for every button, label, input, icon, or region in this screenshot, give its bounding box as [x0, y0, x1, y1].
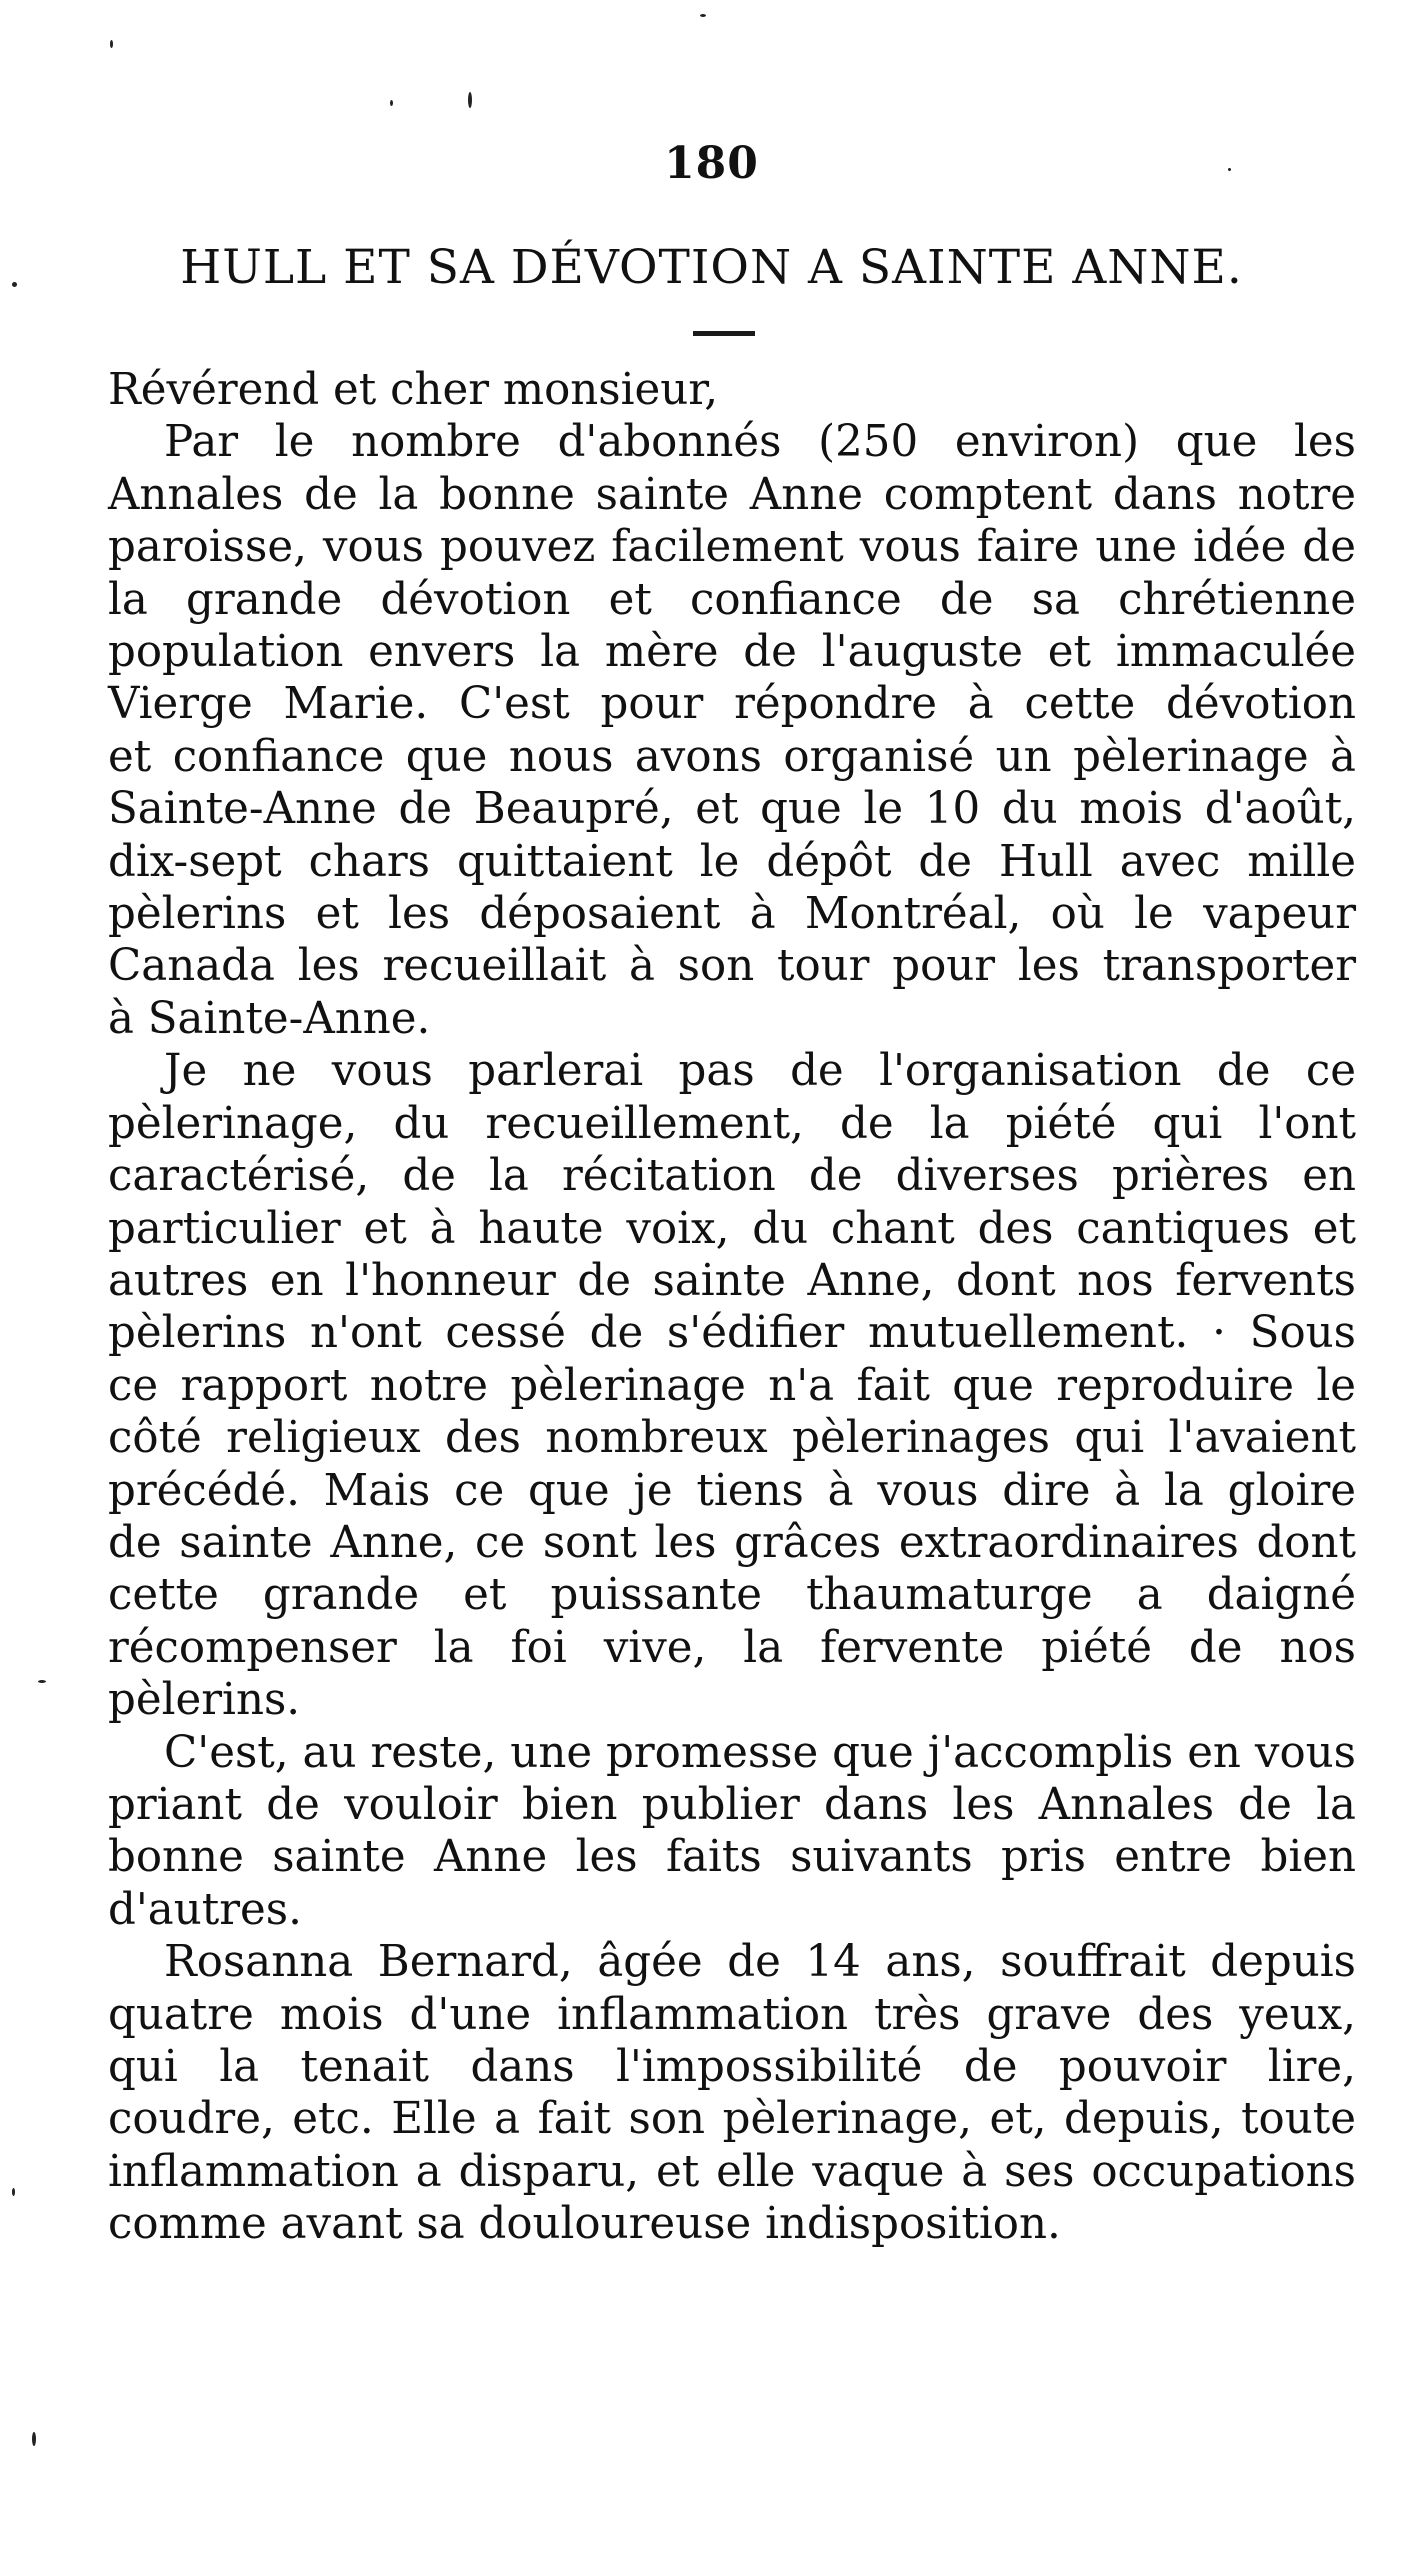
paragraph-1: [108, 416, 1356, 1045]
paragraph-3: [108, 1727, 1356, 1937]
text-line: Vierge Marie. C'est pour répondre à cette dévotion: [108, 679, 1356, 730]
scan-speck: [32, 2432, 36, 2446]
article-title: HULL ET SA DÉVOTION A SAINTE ANNE.: [180, 240, 1243, 295]
paragraph-4: [108, 1936, 1356, 2250]
text-line: caractérisé, de la récitation de diverses prières en: [108, 1151, 1356, 1202]
text-line: autres en l'honneur de sainte Anne, dont nos fervents: [108, 1255, 1356, 1306]
text-line: pèlerins et les déposaient à Montréal, où le vapeur: [108, 889, 1356, 940]
text-line: pèlerins n'ont cessé de s'édifier mutuellement. · Sous: [108, 1308, 1356, 1359]
text-line: Je ne vous parlerai pas de l'organisation de ce: [164, 1046, 1356, 1097]
text-line: C'est, au reste, une promesse que j'accomplis en vous: [164, 1727, 1356, 1778]
text-line: Sainte-Anne de Beaupré, et que le 10 du mois d'août,: [108, 784, 1356, 835]
scan-speck: [12, 2188, 15, 2196]
text-line: de sainte Anne, ce sont les grâces extraordinaires dont: [108, 1517, 1356, 1568]
scan-speck: [468, 92, 472, 108]
text-line: paroisse, vous pouvez facilement vous faire une idée de: [108, 522, 1356, 573]
text-line: qui la tenait dans l'impossibilité de pouvoir lire,: [108, 2042, 1356, 2092]
text-line: population envers la mère de l'auguste et immaculée: [108, 627, 1356, 678]
text-line: cette grande et puissante thaumaturge a daigné: [108, 1570, 1356, 1621]
text-line: et confiance que nous avons organisé un pèlerinage à: [108, 731, 1356, 782]
text-line: précédé. Mais ce que je tiens à vous dire à la gloire: [108, 1465, 1356, 1516]
title-divider: [693, 331, 755, 336]
text-line: Canada les recueillait à son tour pour les transporter: [108, 941, 1356, 992]
text-line: à Sainte-Anne.: [108, 993, 431, 1044]
text-line: la grande dévotion et confiance de sa chrétienne: [108, 574, 1356, 625]
text-line: ce rapport notre pèlerinage n'a fait que reproduire le: [108, 1360, 1356, 1411]
text-line: pèlerins.: [108, 1675, 301, 1726]
text-line: Rosanna Bernard, âgée de 14 ans, souffrait depuis: [164, 1937, 1356, 1988]
scan-speck: [38, 1680, 46, 1683]
scan-speck: [700, 14, 706, 17]
text-line: Annales de la bonne sainte Anne comptent dans notre: [108, 469, 1356, 520]
letter-body: [108, 364, 1356, 2251]
text-line: priant de vouloir bien publier dans les Annales de la: [108, 1779, 1356, 1830]
page-number: 180: [664, 138, 759, 189]
text-line: inflammation a disparu, et elle vaque à ses occupations: [108, 2146, 1356, 2197]
text-line: côté religieux des nombreux pèlerinages qui l'avaient: [108, 1413, 1356, 1464]
paragraph-2: [108, 1045, 1356, 1726]
text-line: pèlerinage, du recueillement, de la piété qui l'ont: [108, 1098, 1356, 1149]
scan-speck: [110, 40, 113, 48]
scan-speck: [390, 100, 393, 106]
text-line: particulier et à haute voix, du chant des cantiques et: [108, 1203, 1356, 1254]
text-line: bonne sainte Anne les faits suivants pris entre bien: [108, 1832, 1356, 1883]
text-line: récompenser la foi vive, la fervente piété de nos: [108, 1622, 1356, 1673]
text-line: quatre mois d'une inflammation très grave des yeux,: [108, 1989, 1356, 2040]
text-line: dix-sept chars quittaient le dépôt de Hull avec mille: [108, 836, 1356, 887]
scan-speck: [1228, 168, 1231, 171]
text-line: coudre, etc. Elle a fait son pèlerinage, et, depuis, toute: [108, 2094, 1356, 2145]
scan-speck: [12, 282, 17, 287]
text-line: comme avant sa douloureuse indisposition.: [108, 2199, 1061, 2250]
text-line: d'autres.: [108, 1884, 302, 1935]
text-line: Par le nombre d'abonnés (250 environ) que les: [164, 417, 1356, 468]
salutation: Révérend et cher monsieur,: [108, 365, 719, 415]
